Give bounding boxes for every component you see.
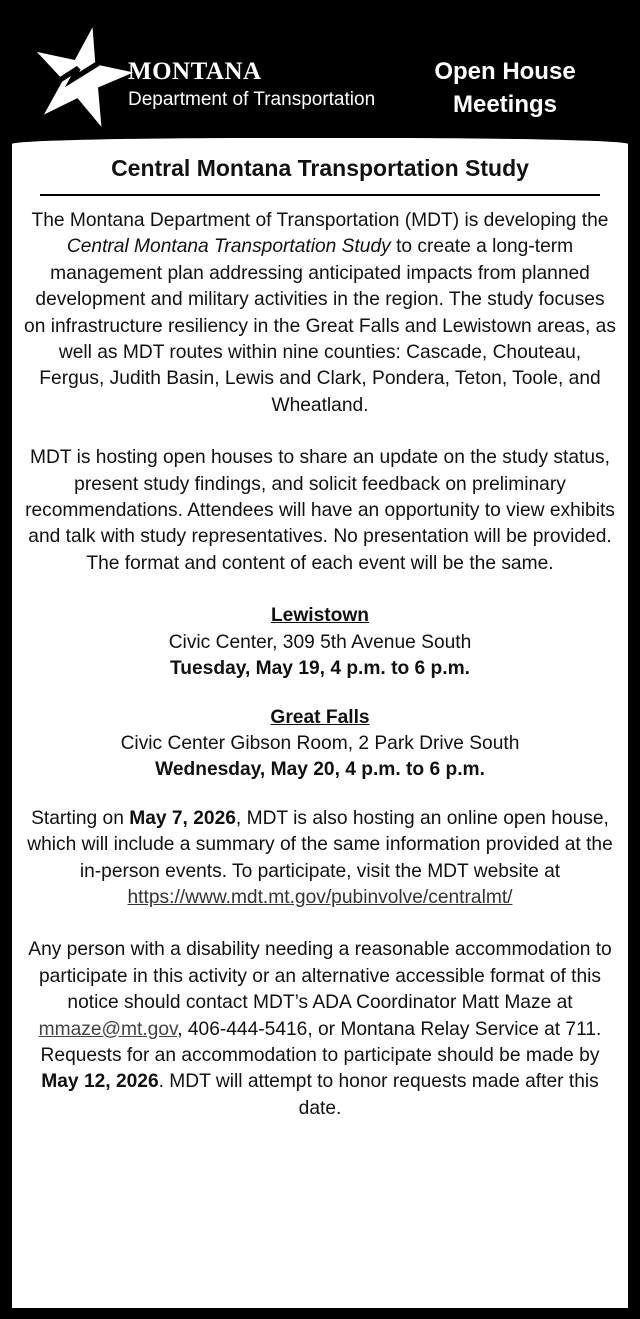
ada-text-1: Any person with a disability needing a reasonable accommodation to participate in this activity or an alternative accessible format of this notice should contact MDT’s ADA Coordinator Matt Maze at [28, 939, 612, 1014]
online-date: May 7, 2026 [129, 807, 236, 829]
org-department: Department of Transportation [128, 89, 376, 110]
study-title: Central Montana Transportation Study [111, 155, 529, 181]
online-text: , MDT is also hosting an online open house, which will include a summary of the same information provided at the in-person events. To participate, visit the MDT website at [27, 807, 613, 882]
online-lead: Starting on [31, 807, 130, 829]
intro-study-name: Central Montana Transportation Study [66, 236, 391, 258]
notice-heading [410, 55, 600, 121]
header [0, 0, 640, 150]
ada-text-3: . MDT will attempt to honor requests made after this date. [158, 1071, 599, 1119]
project-website-link[interactable]: https://www.mdt.mt.gov/pubinvolve/centralmt/ [127, 886, 513, 908]
location-time: Wednesday, May 20, 4 p.m. to 6 p.m. [155, 759, 485, 781]
intro-text-1: The Montana Department of Transportation (MDT) is developing the [31, 210, 609, 231]
ada-paragraph [24, 937, 616, 1122]
location-great-falls [12, 705, 628, 784]
logo-wordmark [128, 58, 375, 112]
org-name: MONTANA [128, 58, 262, 85]
notice-body [12, 138, 628, 1308]
ada-deadline: May 12, 2026 [41, 1071, 159, 1093]
intro-text-2: to create a long-term management plan addressing anticipated impacts from planned development and military activities in the region. The study focuses on infrastructure resiliency in the Great Falls and Lewistown areas, as well as MDT routes within nine counties: Cascade, Chouteau, Fergus, Judith Basin, Lewis and Clark, Pondera, Teton, Toole, and Wheatland. [24, 236, 616, 416]
location-name: Lewistown [270, 605, 370, 627]
location-address: Civic Center, 309 5th Avenue South [168, 631, 472, 653]
title-divider [40, 194, 600, 196]
location-name: Great Falls [270, 706, 370, 728]
location-time: Tuesday, May 19, 4 p.m. to 6 p.m. [170, 658, 470, 680]
ada-email-link[interactable]: mmaze@mt.gov [38, 1018, 178, 1040]
location-lewistown [12, 603, 628, 682]
location-address: Civic Center Gibson Room, 2 Park Drive South [120, 732, 520, 754]
heading-line-1: Open House [434, 58, 576, 85]
online-paragraph [24, 806, 616, 912]
montana-star-logo-icon [30, 22, 135, 127]
heading-line-2: Meetings [452, 91, 557, 118]
ada-text-2: , 406-444-5416, or Montana Relay Service at 711. Requests for an accommodation to participate should be made by [40, 1018, 602, 1066]
intro-paragraph [24, 208, 616, 419]
purpose-paragraph: MDT is hosting open houses to share an update on the study status, present study findings, and solicit feedback on preliminary recommendations. Attendees will have an opportunity to view exhibits and talk with study representatives. No presentation will be provided. The format and content of each event will be the same. [25, 447, 615, 574]
